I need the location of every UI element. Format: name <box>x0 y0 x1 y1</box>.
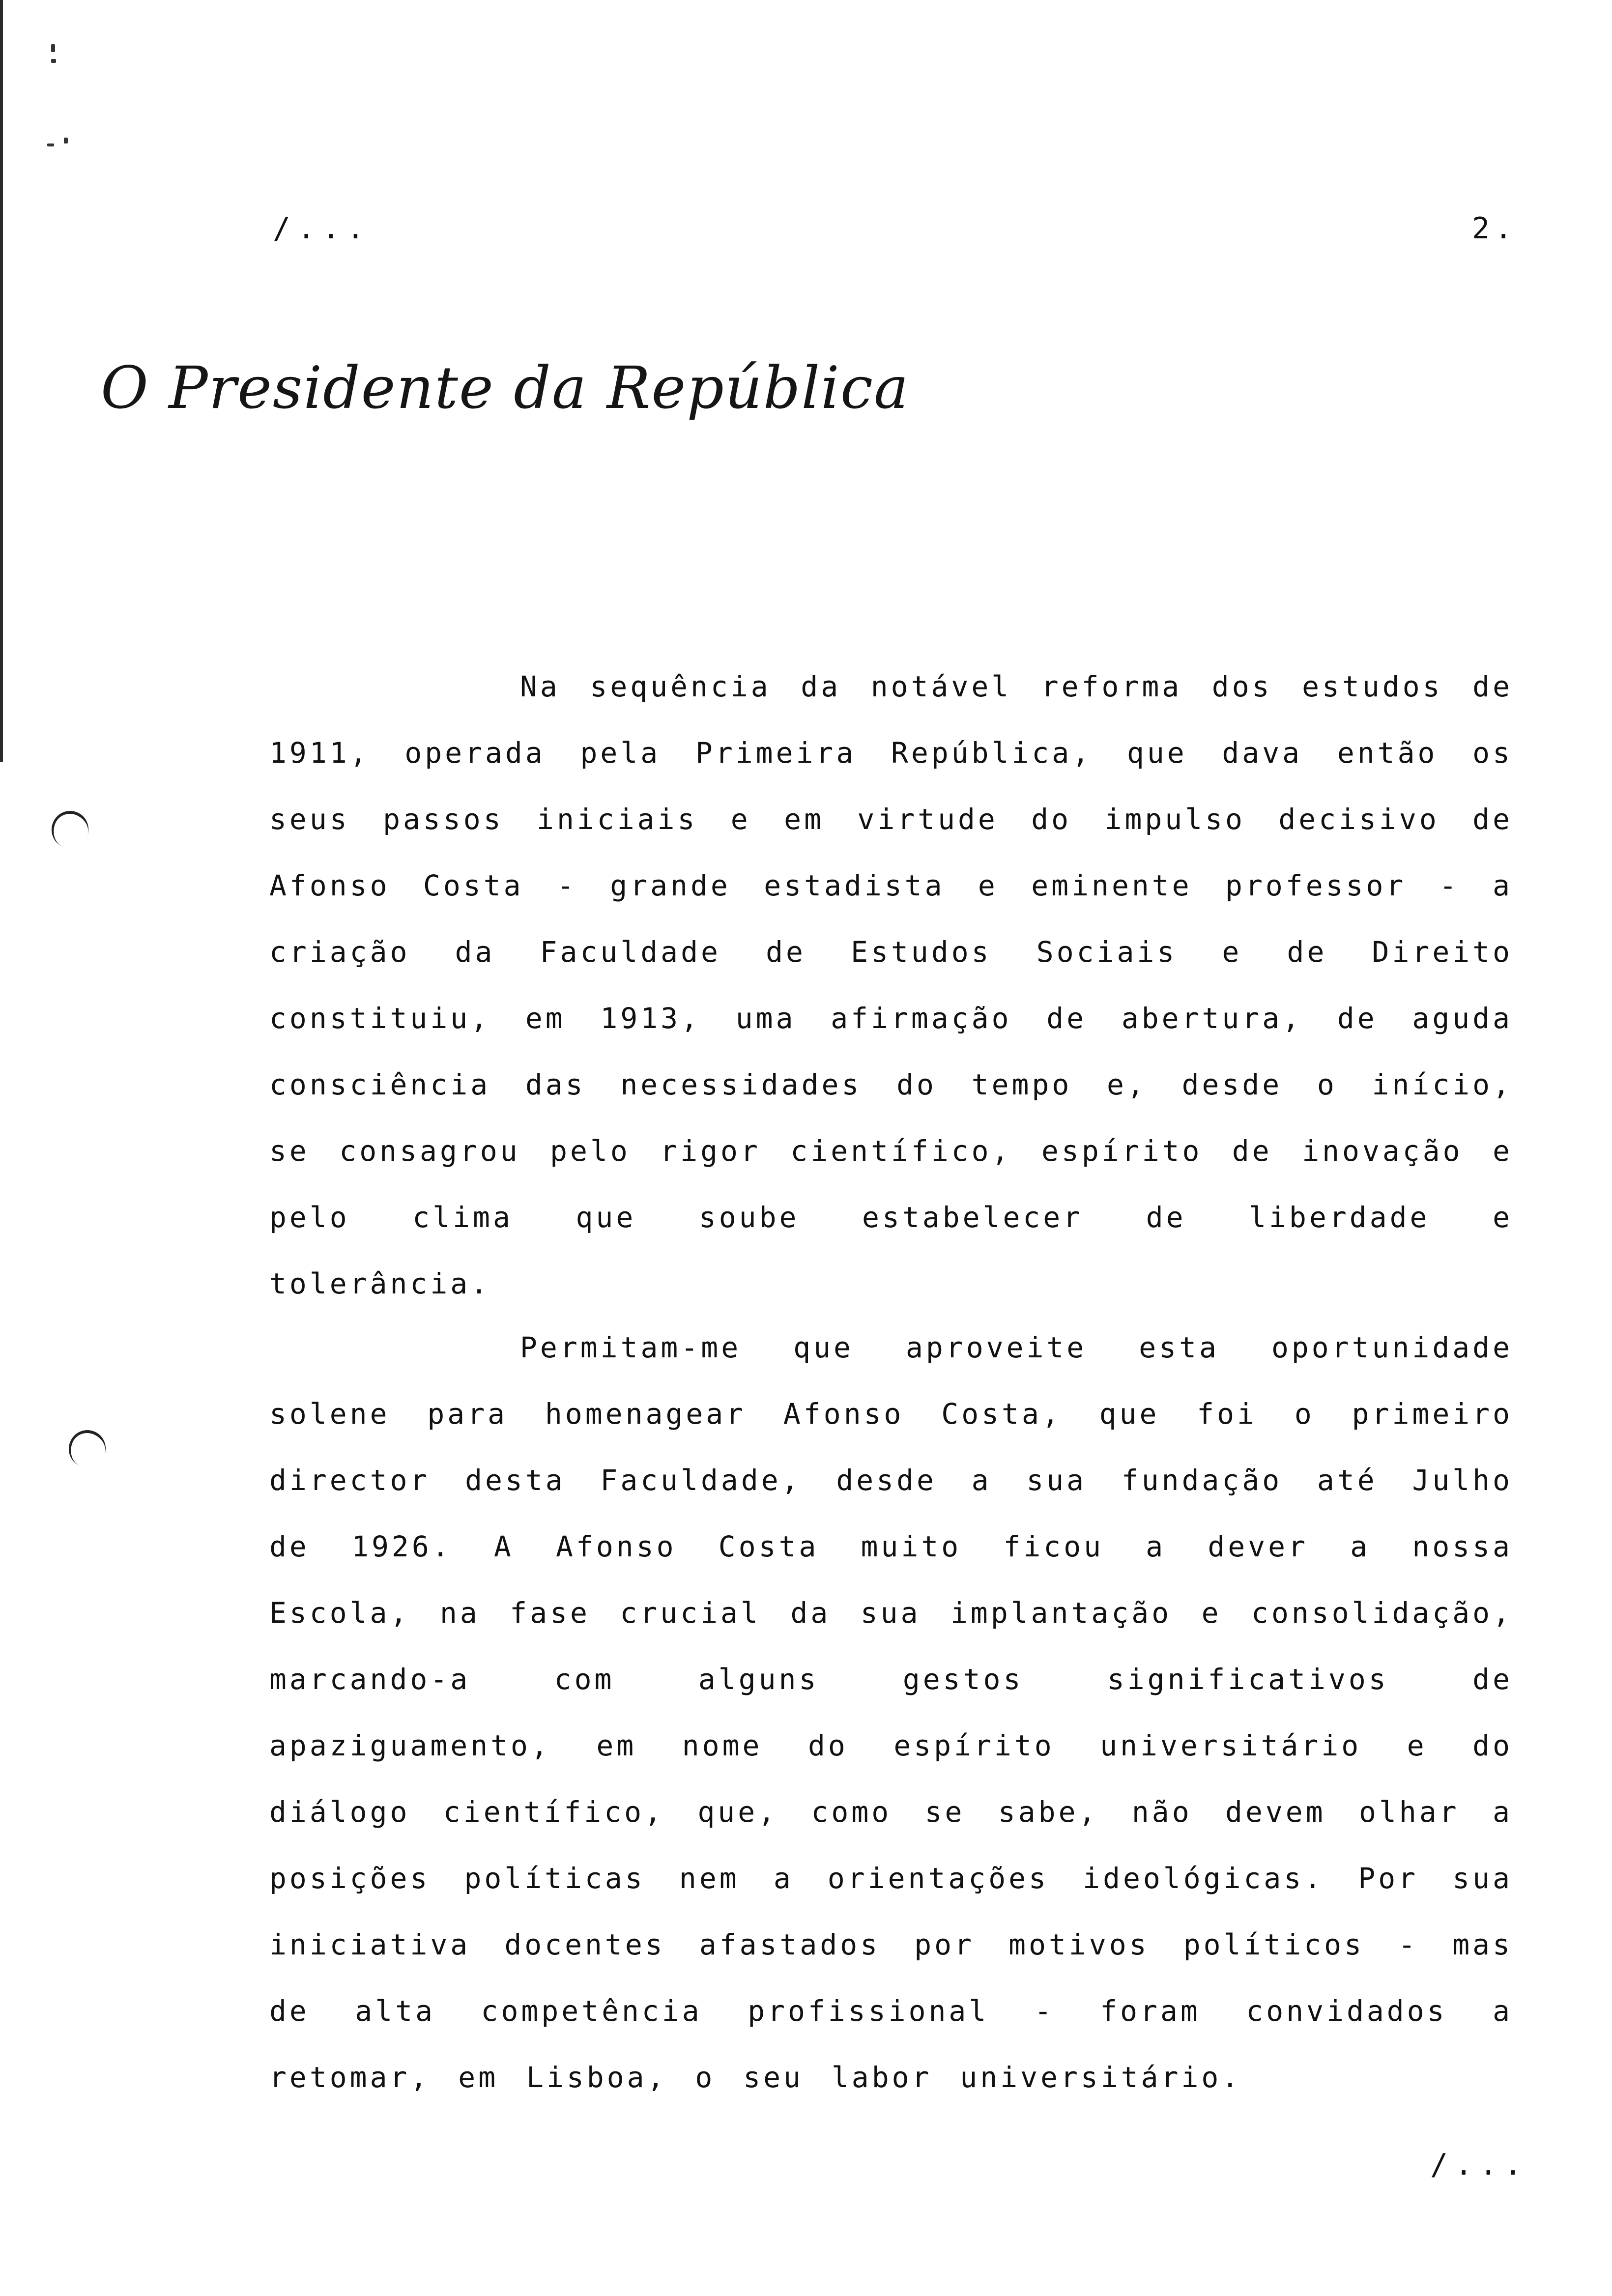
scan-speck <box>51 44 55 52</box>
page-edge-shadow <box>0 0 3 762</box>
scan-speck <box>64 138 68 144</box>
letterhead-title: O Presidente da República <box>101 354 910 422</box>
header-continuation-mark: /... <box>273 211 372 246</box>
body-paragraph-1: Na sequência da notável reforma dos estudos de 1911, operada pela Primeira República, que dava então os seus passos iniciais e em virtude do impulso decisivo de Afonso Costa - grande estadista e eminente professor - a criação da Faculdade de Estudos Sociais e de Direito constituiu, em 1913, uma afirmação de abertura, de aguda consciência das necessidades do tempo e, desde o início, se consagrou pelo rigor científico, espírito de inovação e pelo clima que soube estabelecer de liberdade e tolerância. <box>269 670 1513 1300</box>
punch-hole-bottom <box>63 1425 111 1472</box>
scan-speck <box>51 59 56 63</box>
body-paragraph-2: Permitam-me que aproveite esta oportunidade solene para homenagear Afonso Costa, que foi o primeiro director desta Faculdade, desde a sua fundação até Julho de 1926. A Afonso Costa muito ficou a dever a nossa Escola, na fase crucial da sua implantação e consolidação, marcando-a com alguns gestos significativos de apaziguamento, em nome do espírito universitário e do diálogo científico, que, como se sabe, não devem olhar a posições políticas nem a orientações ideológicas. Por sua iniciativa docentes afastados por motivos políticos - mas de alta competência profissional - foram convidados a retomar, em Lisboa, o seu labor universitário. <box>269 1331 1513 2094</box>
punch-hole-top <box>46 805 93 853</box>
page-number: 2. <box>1472 211 1518 246</box>
scan-speck <box>47 144 54 146</box>
footer-continuation-mark: /... <box>1430 2148 1529 2182</box>
